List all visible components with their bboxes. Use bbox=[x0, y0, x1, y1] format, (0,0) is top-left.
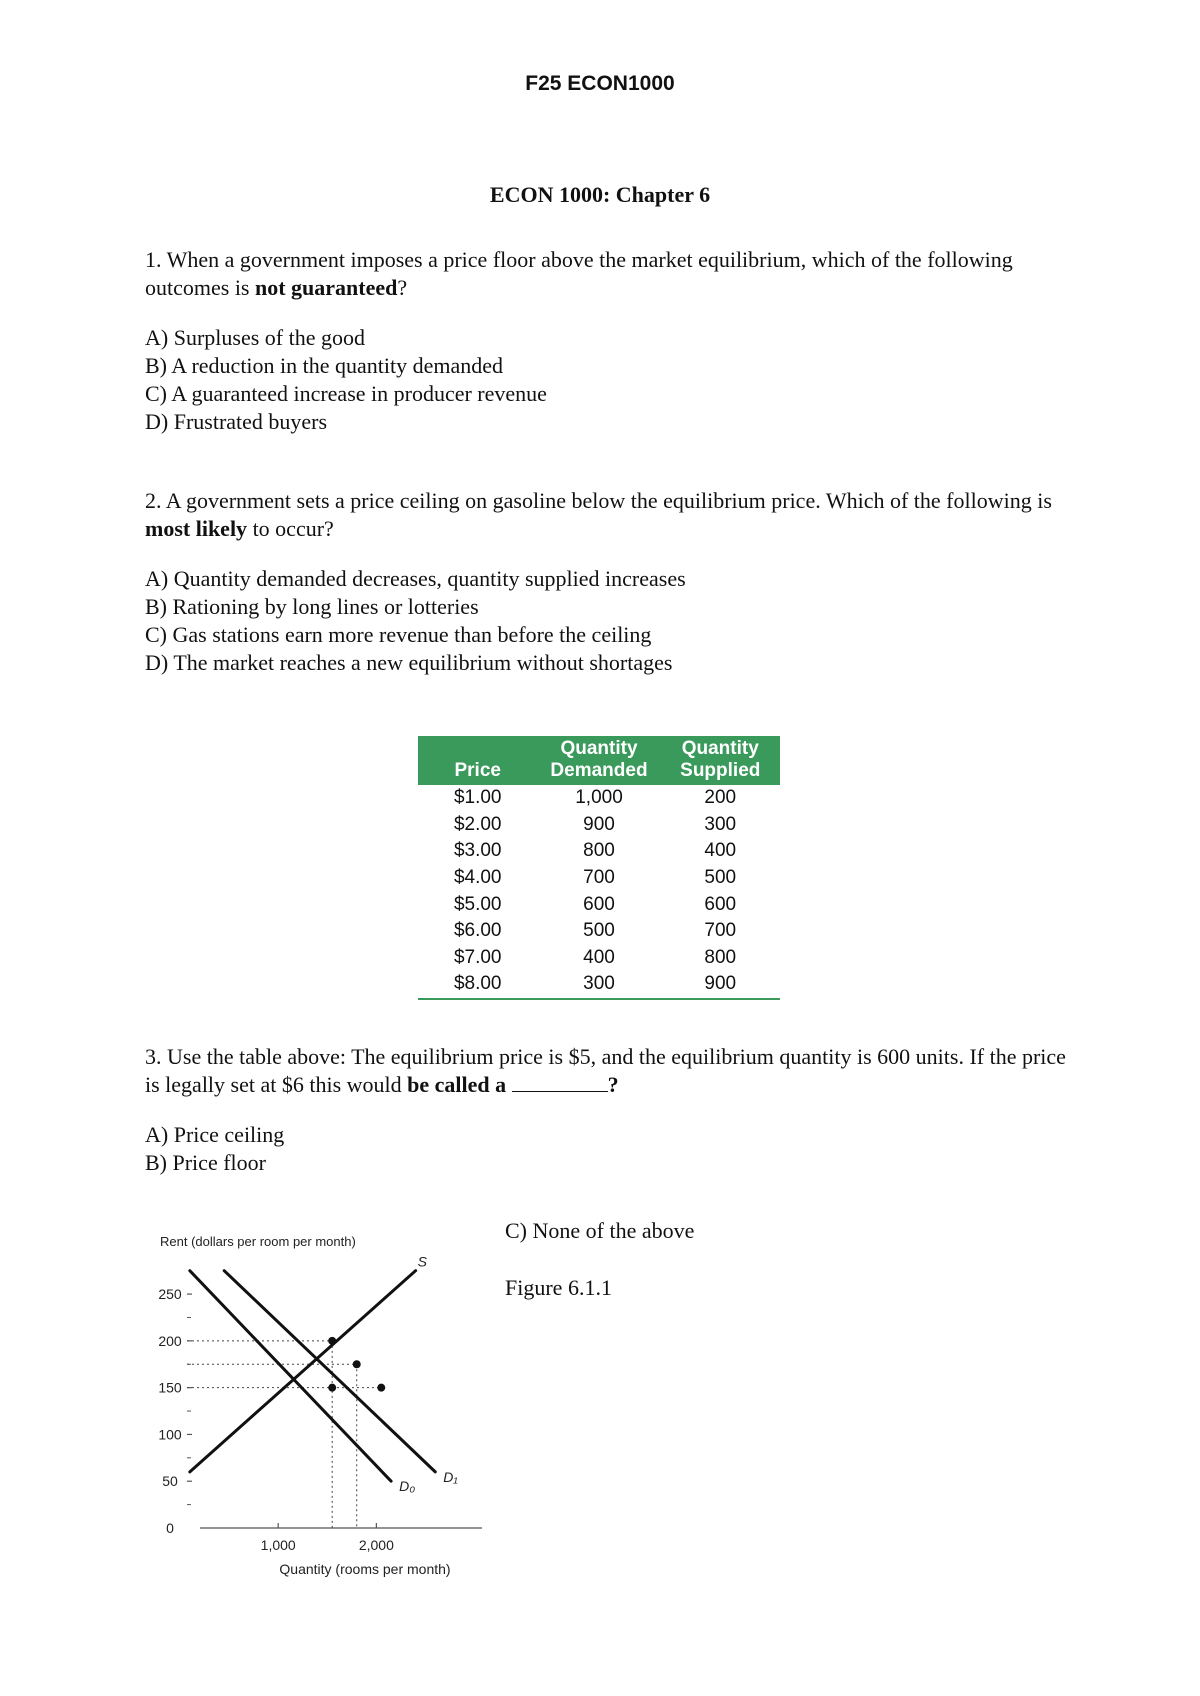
table-cell: $8.00 bbox=[418, 971, 537, 999]
y-tick-label: 0 bbox=[166, 1520, 174, 1536]
table-cell: $7.00 bbox=[453, 946, 502, 968]
table-cell: $4.00 bbox=[453, 867, 502, 889]
question-1-text-end: ? bbox=[397, 275, 408, 300]
intersection-point bbox=[328, 1384, 336, 1392]
table-header-row bbox=[418, 736, 780, 785]
option: B) Price floor bbox=[145, 1150, 266, 1175]
table-row bbox=[418, 918, 780, 945]
supply-demand-table bbox=[418, 736, 780, 1000]
table-cell: 1,000 bbox=[575, 787, 623, 809]
curve-D₁ bbox=[224, 1271, 435, 1472]
option: A) Surpluses of the good bbox=[145, 325, 365, 350]
table-cell: $6.00 bbox=[453, 920, 502, 942]
table-cell: 600 bbox=[583, 893, 615, 915]
table-cell: 700 bbox=[583, 867, 615, 889]
table-cell: 800 bbox=[704, 946, 737, 968]
question-3 bbox=[145, 1043, 1075, 1177]
question-3-text: 3. Use the table above: The equilibrium price is $5, and the equilibrium quantity is 600 units. If the price is legally set at $6 this would bbox=[145, 1044, 1066, 1097]
table-cell: 900 bbox=[661, 971, 780, 999]
curve-D₀ bbox=[190, 1271, 391, 1482]
table-cell: 400 bbox=[583, 946, 615, 968]
question-1-text: 1. When a government imposes a price floor above the market equilibrium, which of the following outcomes is bbox=[145, 247, 1013, 300]
table-cell: 600 bbox=[704, 893, 737, 915]
answer-blank bbox=[512, 1071, 608, 1092]
axis-ticks bbox=[158, 1286, 394, 1553]
column-header-quantity-supplied: Quantity Supplied bbox=[661, 736, 780, 785]
question-1 bbox=[145, 246, 1075, 436]
question-3-emphasis: be called a bbox=[407, 1072, 507, 1097]
question-3-stem bbox=[145, 1043, 1075, 1099]
option: D) The market reaches a new equilibrium without shortages bbox=[145, 650, 673, 675]
course-header: F25 ECON1000 bbox=[525, 72, 675, 95]
table-row bbox=[418, 785, 780, 812]
rent-control-graph bbox=[150, 1226, 510, 1586]
table-row bbox=[418, 812, 780, 839]
curve-S bbox=[190, 1271, 416, 1472]
option: C) A guaranteed increase in producer revenue bbox=[145, 381, 547, 406]
question-3-options bbox=[145, 1121, 1075, 1177]
table-cell: $2.00 bbox=[453, 813, 502, 835]
option: A) Quantity demanded decreases, quantity supplied increases bbox=[145, 566, 686, 591]
y-tick-label: 250 bbox=[158, 1286, 182, 1303]
question-2-text-end: to occur? bbox=[247, 516, 334, 541]
option: B) A reduction in the quantity demanded bbox=[145, 353, 504, 378]
column-header-price: Price bbox=[418, 736, 537, 785]
table-row bbox=[418, 865, 780, 892]
x-tick-label: 2,000 bbox=[358, 1537, 394, 1553]
y-tick-label: 50 bbox=[162, 1473, 178, 1490]
y-tick-label: 150 bbox=[158, 1379, 182, 1396]
intersection-point bbox=[328, 1337, 336, 1345]
table-cell: $3.00 bbox=[453, 840, 502, 862]
intersection-point bbox=[377, 1384, 385, 1392]
table-cell: 200 bbox=[704, 787, 737, 809]
table-cell: 500 bbox=[583, 920, 615, 942]
table-cell: 900 bbox=[583, 813, 615, 835]
table-cell: 800 bbox=[583, 840, 615, 862]
table-cell: 500 bbox=[704, 867, 737, 889]
option: B) Rationing by long lines or lotteries bbox=[145, 594, 479, 619]
question-2-emphasis: most likely bbox=[145, 516, 248, 541]
intersection-markers bbox=[328, 1337, 385, 1392]
question-1-stem bbox=[145, 246, 1075, 302]
table-cell: 300 bbox=[537, 971, 660, 999]
option: C) Gas stations earn more revenue than before the ceiling bbox=[145, 622, 652, 647]
question-1-options bbox=[145, 324, 1075, 436]
table-cell: $1.00 bbox=[453, 787, 502, 809]
table-cell: 700 bbox=[704, 920, 737, 942]
option: A) Price ceiling bbox=[145, 1122, 285, 1147]
question-2-options bbox=[145, 565, 1075, 677]
chapter-title: ECON 1000: Chapter 6 bbox=[489, 182, 711, 207]
question-2 bbox=[145, 487, 1075, 677]
curve-label: S bbox=[417, 1253, 427, 1270]
table-cell: 300 bbox=[704, 813, 737, 835]
option: D) Frustrated buyers bbox=[145, 409, 328, 434]
x-axis-label: Quantity (rooms per month) bbox=[279, 1561, 451, 1577]
table-body bbox=[418, 785, 780, 999]
y-tick-label: 100 bbox=[158, 1426, 182, 1443]
x-tick-label: 1,000 bbox=[260, 1537, 296, 1553]
table-cell: 400 bbox=[704, 840, 737, 862]
question-2-text: 2. A government sets a price ceiling on gasoline below the equilibrium price. Which of the following is bbox=[145, 488, 1052, 513]
question-1-emphasis: not guaranteed bbox=[255, 275, 398, 300]
curves bbox=[190, 1254, 459, 1495]
y-axis-label: Rent (dollars per room per month) bbox=[160, 1234, 356, 1249]
curve-label: D₀ bbox=[399, 1478, 416, 1495]
curve-label: D₁ bbox=[443, 1468, 458, 1485]
table-row bbox=[418, 945, 780, 972]
figure-caption: Figure 6.1.1 bbox=[505, 1275, 612, 1300]
y-tick-label: 200 bbox=[158, 1332, 182, 1349]
column-header-quantity-demanded: Quantity Demanded bbox=[537, 736, 660, 785]
intersection-point bbox=[353, 1360, 361, 1368]
table-row bbox=[418, 891, 780, 918]
option: C) None of the above bbox=[505, 1218, 695, 1243]
table-cell: $5.00 bbox=[453, 893, 502, 915]
question-3-text-end: ? bbox=[607, 1072, 619, 1097]
table-row bbox=[418, 971, 780, 999]
question-2-stem bbox=[145, 487, 1075, 543]
table-row bbox=[418, 838, 780, 865]
